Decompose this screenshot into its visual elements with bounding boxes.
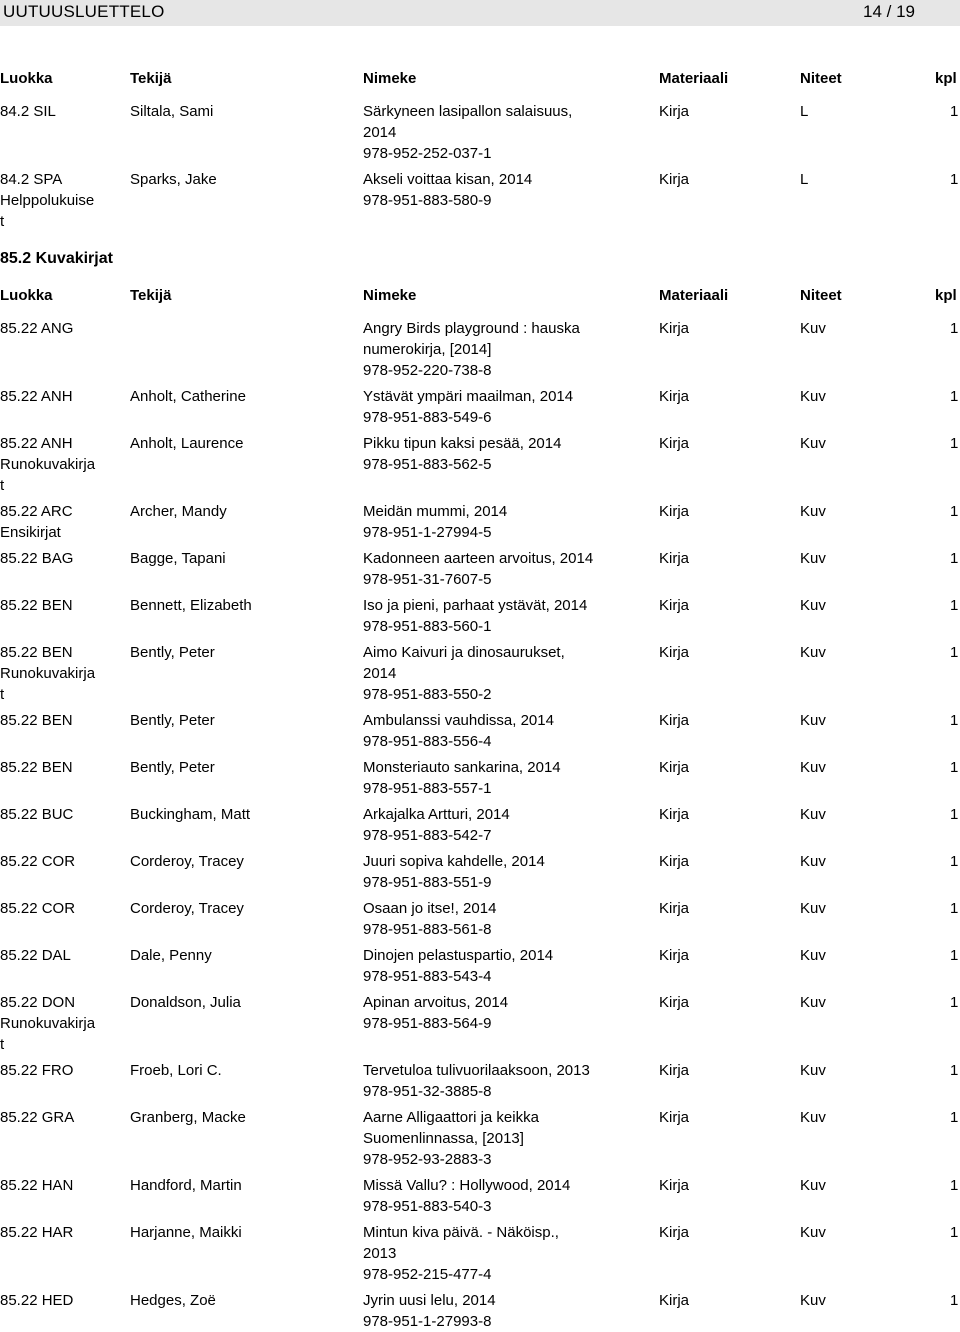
cell-kpl: 1	[950, 171, 959, 188]
cell-materiaali: Kirja	[659, 1177, 690, 1194]
cell-kpl: 1	[950, 1109, 959, 1126]
cell-kpl: 1	[950, 759, 959, 776]
cell-nimeke: Apinan arvoitus, 2014 978-951-883-564-9	[363, 994, 509, 1032]
cell-tekija: Bagge, Tapani	[130, 550, 226, 567]
cell-niteet: Kuv	[800, 1062, 826, 1079]
section-title: 85.2 Kuvakirjat	[0, 250, 113, 267]
cell-kpl: 1	[950, 435, 959, 452]
header-luokka: Luokka	[0, 287, 53, 304]
cell-nimeke: Monsteriauto sankarina, 2014 978-951-883-557-1	[363, 759, 561, 797]
cell-materiaali: Kirja	[659, 712, 690, 729]
header-luokka: Luokka	[0, 70, 53, 87]
cell-niteet: Kuv	[800, 435, 826, 452]
cell-nimeke: Arkajalka Artturi, 2014 978-951-883-542-7	[363, 806, 510, 844]
cell-materiaali: Kirja	[659, 597, 690, 614]
cell-luokka: 85.22 BEN Runokuvakirja t	[0, 644, 96, 703]
cell-niteet: Kuv	[800, 712, 826, 729]
page-number: 14 / 19	[863, 2, 915, 21]
cell-niteet: Kuv	[800, 947, 826, 964]
cell-materiaali: Kirja	[659, 320, 690, 337]
cell-materiaali: Kirja	[659, 806, 690, 823]
cell-materiaali: Kirja	[659, 1292, 690, 1309]
cell-luokka: 85.22 BEN	[0, 759, 73, 776]
cell-tekija: Buckingham, Matt	[130, 806, 251, 823]
cell-kpl: 1	[950, 388, 959, 405]
cell-kpl: 1	[950, 1062, 959, 1079]
cell-niteet: Kuv	[800, 1224, 826, 1241]
cell-nimeke: Akseli voittaa kisan, 2014 978-951-883-580-9	[363, 171, 533, 209]
cell-tekija: Froeb, Lori C.	[130, 1062, 222, 1079]
cell-nimeke: Pikku tipun kaksi pesää, 2014 978-951-883-562-5	[363, 435, 562, 473]
cell-kpl: 1	[950, 712, 959, 729]
table-header-top	[0, 68, 960, 89]
page-title: UUTUUSLUETTELO	[3, 2, 165, 21]
cell-kpl: 1	[950, 1177, 959, 1194]
cell-niteet: L	[800, 103, 809, 120]
cell-materiaali: Kirja	[659, 853, 690, 870]
cell-luokka: 85.22 DON Runokuvakirja t	[0, 994, 96, 1053]
cell-tekija: Bently, Peter	[130, 712, 215, 729]
cell-materiaali: Kirja	[659, 103, 690, 120]
cell-tekija: Dale, Penny	[130, 947, 212, 964]
cell-kpl: 1	[950, 644, 959, 661]
cell-niteet: Kuv	[800, 853, 826, 870]
cell-nimeke: Juuri sopiva kahdelle, 2014 978-951-883-551-9	[363, 853, 545, 891]
cell-luokka: 85.22 DAL	[0, 947, 71, 964]
cell-luokka: 85.22 HAN	[0, 1177, 74, 1194]
cell-luokka: 85.22 FRO	[0, 1062, 74, 1079]
cell-kpl: 1	[950, 994, 959, 1011]
cell-tekija: Archer, Mandy	[130, 503, 227, 520]
cell-luokka: 85.22 COR	[0, 853, 76, 870]
cell-luokka: 85.22 HED	[0, 1292, 74, 1309]
cell-luokka: 85.22 HAR	[0, 1224, 74, 1241]
cell-materiaali: Kirja	[659, 1109, 690, 1126]
header-niteet: Niteet	[800, 287, 842, 304]
cell-materiaali: Kirja	[659, 388, 690, 405]
cell-tekija: Handford, Martin	[130, 1177, 242, 1194]
cell-niteet: Kuv	[800, 320, 826, 337]
header-materiaali: Materiaali	[659, 70, 729, 87]
cell-kpl: 1	[950, 320, 959, 337]
header-materiaali: Materiaali	[659, 287, 729, 304]
header-niteet: Niteet	[800, 70, 842, 87]
cell-luokka: 84.2 SIL	[0, 103, 56, 120]
cell-tekija: Anholt, Laurence	[130, 435, 244, 452]
cell-nimeke: Kadonneen aarteen arvoitus, 2014 978-951-31-7607-5	[363, 550, 594, 588]
cell-kpl: 1	[950, 853, 959, 870]
cell-tekija: Corderoy, Tracey	[130, 853, 244, 870]
cell-kpl: 1	[950, 1292, 959, 1309]
cell-niteet: Kuv	[800, 388, 826, 405]
cell-luokka: 85.22 ANH	[0, 388, 73, 405]
cell-nimeke: Ambulanssi vauhdissa, 2014 978-951-883-556-4	[363, 712, 554, 750]
cell-materiaali: Kirja	[659, 503, 690, 520]
cell-luokka: 85.22 GRA	[0, 1109, 75, 1126]
cell-tekija: Siltala, Sami	[130, 103, 214, 120]
cell-tekija: Bently, Peter	[130, 644, 215, 661]
cell-nimeke: Aimo Kaivuri ja dinosaurukset, 2014 978-951-883-550-2	[363, 644, 565, 703]
cell-nimeke: Iso ja pieni, parhaat ystävät, 2014 978-951-883-560-1	[363, 597, 588, 635]
cell-luokka: 85.22 ANG	[0, 320, 74, 337]
cell-tekija: Granberg, Macke	[130, 1109, 246, 1126]
cell-materiaali: Kirja	[659, 644, 690, 661]
cell-nimeke: Särkyneen lasipallon salaisuus, 2014 978-952-252-037-1	[363, 103, 573, 162]
cell-tekija: Anholt, Catherine	[130, 388, 246, 405]
cell-niteet: Kuv	[800, 994, 826, 1011]
cell-tekija: Bently, Peter	[130, 759, 215, 776]
cell-luokka: 85.22 BEN	[0, 597, 73, 614]
header-kpl: kpl	[935, 287, 957, 304]
cell-niteet: Kuv	[800, 900, 826, 917]
cell-materiaali: Kirja	[659, 435, 690, 452]
cell-luokka: 85.22 BUC	[0, 806, 74, 823]
cell-nimeke: Mintun kiva päivä. - Näköisp., 2013 978-952-215-477-4	[363, 1224, 559, 1283]
cell-luokka: 84.2 SPA Helppolukuise t	[0, 171, 95, 230]
cell-luokka: 85.22 COR	[0, 900, 76, 917]
cell-luokka: 85.22 BEN	[0, 712, 73, 729]
header-nimeke: Nimeke	[363, 70, 417, 87]
cell-tekija: Donaldson, Julia	[130, 994, 241, 1011]
cell-niteet: Kuv	[800, 550, 826, 567]
cell-kpl: 1	[950, 947, 959, 964]
cell-materiaali: Kirja	[659, 1062, 690, 1079]
cell-kpl: 1	[950, 550, 959, 567]
cell-materiaali: Kirja	[659, 994, 690, 1011]
cell-niteet: Kuv	[800, 806, 826, 823]
cell-nimeke: Meidän mummi, 2014 978-951-1-27994-5	[363, 503, 508, 541]
cell-materiaali: Kirja	[659, 1224, 690, 1241]
cell-niteet: Kuv	[800, 1109, 826, 1126]
cell-nimeke: Jyrin uusi lelu, 2014 978-951-1-27993-8	[363, 1292, 496, 1330]
cell-materiaali: Kirja	[659, 550, 690, 567]
cell-kpl: 1	[950, 806, 959, 823]
cell-nimeke: Missä Vallu? : Hollywood, 2014 978-951-883-540-3	[363, 1177, 571, 1215]
cell-tekija: Hedges, Zoë	[130, 1292, 216, 1309]
cell-niteet: Kuv	[800, 644, 826, 661]
cell-nimeke: Osaan jo itse!, 2014 978-951-883-561-8	[363, 900, 497, 938]
header-tekija: Tekijä	[130, 287, 172, 304]
cell-nimeke: Ystävät ympäri maailman, 2014 978-951-883-549-6	[363, 388, 574, 426]
cell-niteet: L	[800, 171, 809, 188]
cell-kpl: 1	[950, 503, 959, 520]
cell-tekija: Harjanne, Maikki	[130, 1224, 242, 1241]
header-kpl: kpl	[935, 70, 957, 87]
cell-materiaali: Kirja	[659, 171, 690, 188]
cell-materiaali: Kirja	[659, 900, 690, 917]
cell-nimeke: Tervetuloa tulivuorilaaksoon, 2013 978-951-32-3885-8	[363, 1062, 590, 1100]
cell-niteet: Kuv	[800, 1292, 826, 1309]
cell-kpl: 1	[950, 1224, 959, 1241]
header-nimeke: Nimeke	[363, 287, 417, 304]
cell-niteet: Kuv	[800, 1177, 826, 1194]
cell-kpl: 1	[950, 900, 959, 917]
cell-kpl: 1	[950, 103, 959, 120]
cell-materiaali: Kirja	[659, 947, 690, 964]
cell-niteet: Kuv	[800, 597, 826, 614]
table-header-main	[0, 285, 960, 306]
cell-luokka: 85.22 ANH Runokuvakirja t	[0, 435, 96, 494]
cell-luokka: 85.22 ARC Ensikirjat	[0, 503, 73, 541]
cell-tekija: Sparks, Jake	[130, 171, 217, 188]
cell-luokka: 85.22 BAG	[0, 550, 74, 567]
cell-niteet: Kuv	[800, 503, 826, 520]
cell-materiaali: Kirja	[659, 759, 690, 776]
header-tekija: Tekijä	[130, 70, 172, 87]
cell-tekija: Corderoy, Tracey	[130, 900, 244, 917]
cell-niteet: Kuv	[800, 759, 826, 776]
cell-nimeke: Dinojen pelastuspartio, 2014 978-951-883-543-4	[363, 947, 554, 985]
cell-kpl: 1	[950, 597, 959, 614]
cell-nimeke: Aarne Alligaattori ja keikka Suomenlinnassa, [2013] 978-952-93-2883-3	[363, 1109, 539, 1168]
cell-tekija: Bennett, Elizabeth	[130, 597, 252, 614]
cell-nimeke: Angry Birds playground : hauska numerokirja, [2014] 978-952-220-738-8	[363, 320, 580, 379]
